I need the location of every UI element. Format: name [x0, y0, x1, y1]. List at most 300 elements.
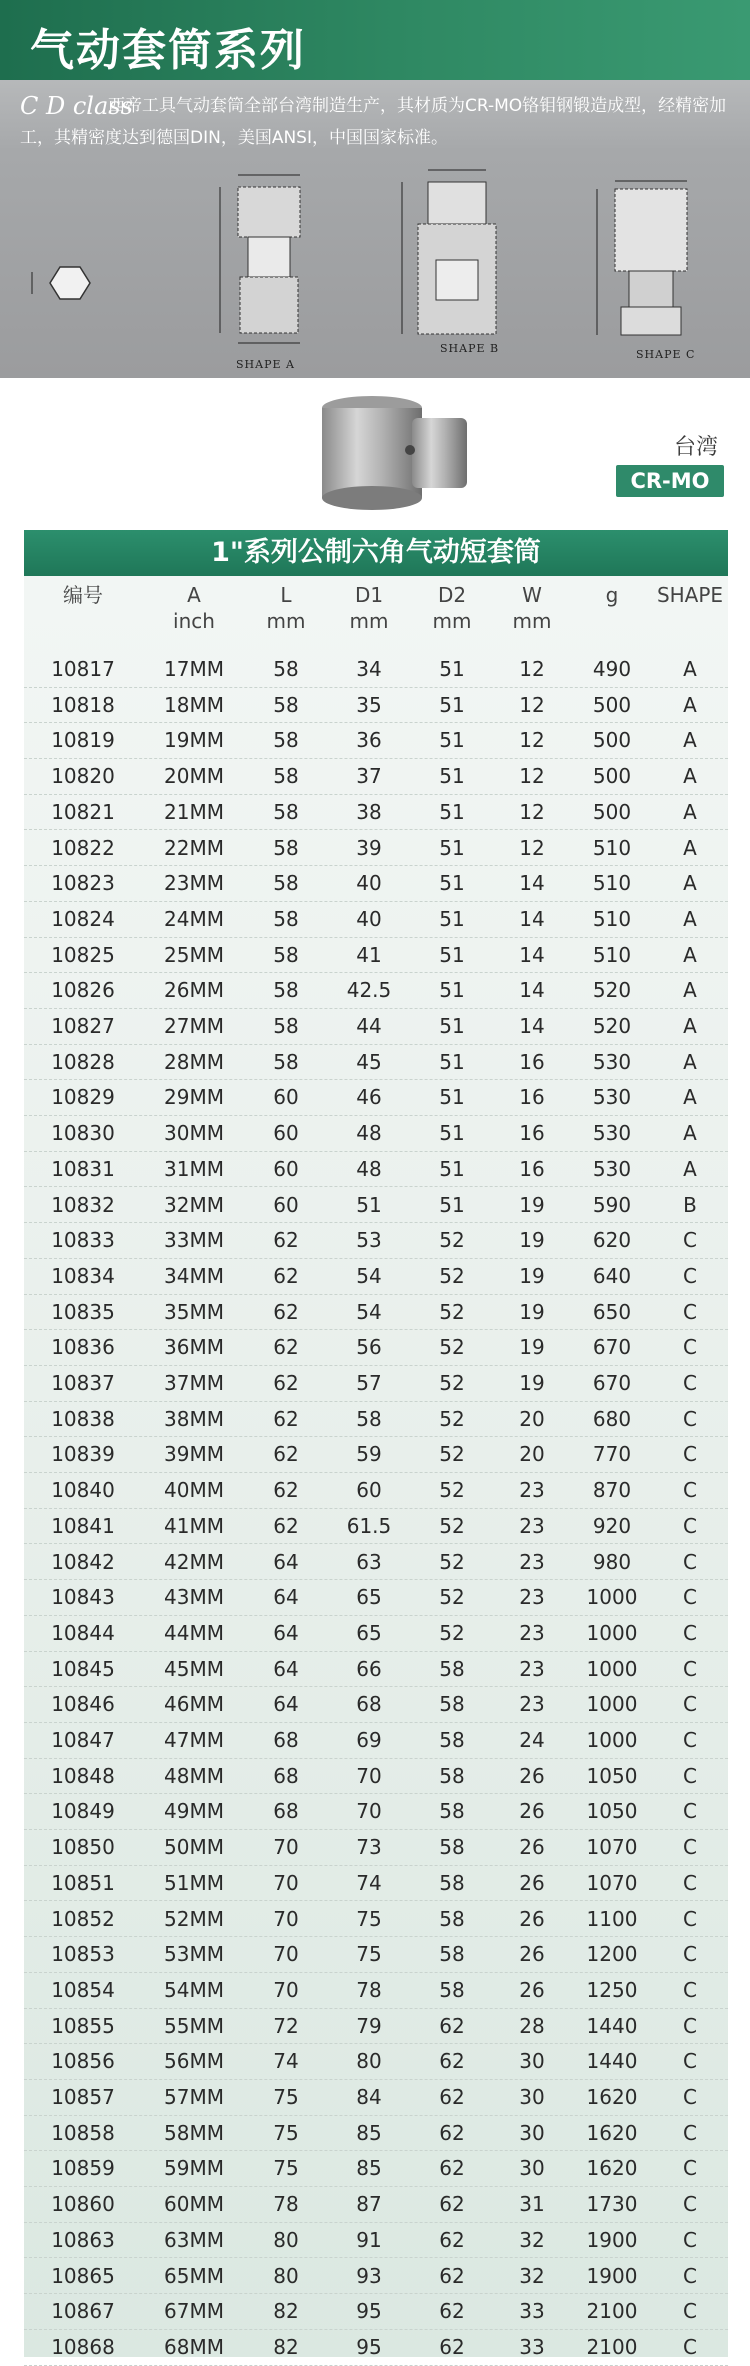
cell-d2: 58: [439, 1692, 465, 1717]
cell-l: 62: [273, 1371, 299, 1395]
table-row: [24, 1152, 728, 1188]
cell-g: 2100: [586, 2299, 638, 2324]
cell-w: 12: [519, 657, 545, 681]
cell-shape: C: [683, 1763, 697, 1788]
cell-code: 10858: [51, 2120, 115, 2145]
cell-size: 52MM: [164, 1906, 224, 1931]
cell-code: 10845: [51, 1656, 115, 1681]
cell-g: 510: [592, 942, 632, 967]
cell-l: 60: [273, 1192, 299, 1217]
cell-size: 68MM: [164, 2334, 224, 2359]
cell-g: 1050: [586, 1763, 638, 1788]
cell-d2: 51: [439, 799, 465, 824]
cell-g: 920: [592, 1513, 632, 1538]
cell-g: 1730: [586, 2192, 638, 2217]
cell-size: 45MM: [164, 1656, 224, 1681]
cell-d1: 61.5: [346, 1513, 392, 1538]
cell-shape: A: [683, 942, 697, 967]
socket-photo: [292, 388, 492, 518]
cell-shape: C: [683, 2299, 697, 2324]
cell-shape: C: [683, 1442, 697, 1467]
header-code-name: 编号: [63, 583, 103, 607]
cell-shape: C: [683, 1942, 697, 1967]
cell-d2: 51: [439, 1014, 465, 1038]
cell-w: 24: [519, 1728, 545, 1752]
cell-w: 26: [519, 1799, 545, 1824]
cell-d2: 52: [439, 1299, 465, 1324]
cell-shape: A: [683, 1049, 697, 1074]
cell-g: 490: [592, 657, 632, 681]
header-w-name: W: [522, 583, 542, 607]
table-row: [24, 1473, 728, 1509]
cell-size: 60MM: [164, 2192, 224, 2217]
cell-code: 10855: [51, 2013, 115, 2038]
table-row: [24, 2044, 728, 2080]
cell-size: 31MM: [164, 1156, 224, 1181]
cell-g: 1200: [586, 1942, 638, 1967]
shape-c-label: SHAPE C: [636, 348, 696, 361]
cell-size: 49MM: [164, 1799, 224, 1824]
cell-size: 38MM: [164, 1406, 224, 1431]
table-row: [24, 1794, 728, 1830]
cell-g: 620: [592, 1228, 632, 1253]
cell-size: 28MM: [164, 1049, 224, 1074]
table-row: [24, 795, 728, 831]
cell-shape: A: [683, 835, 697, 860]
cell-g: 510: [592, 871, 632, 896]
cell-l: 70: [273, 1977, 299, 2002]
cell-g: 1620: [586, 2156, 638, 2181]
cell-code: 10820: [51, 764, 115, 789]
cell-g: 500: [592, 692, 632, 717]
cell-d1: 45: [356, 1049, 382, 1074]
cell-shape: C: [683, 1620, 697, 1645]
table-row: [24, 2080, 728, 2116]
cell-g: 1620: [586, 2085, 638, 2109]
cell-l: 82: [273, 2334, 299, 2359]
cell-size: 27MM: [164, 1014, 224, 1038]
cell-shape: C: [683, 1513, 697, 1538]
cell-code: 10846: [51, 1692, 115, 1717]
cell-w: 19: [519, 1299, 545, 1324]
cell-g: 520: [592, 1014, 632, 1038]
cell-w: 12: [519, 835, 545, 860]
cell-size: 47MM: [164, 1728, 224, 1752]
cell-code: 10849: [51, 1799, 115, 1824]
cell-d1: 95: [356, 2334, 382, 2359]
table-row: [24, 2009, 728, 2045]
cell-d2: 58: [439, 1656, 465, 1681]
cell-code: 10850: [51, 1835, 115, 1860]
shape-b-label: SHAPE B: [440, 342, 500, 355]
cell-g: 1050: [586, 1799, 638, 1824]
cell-size: 63MM: [164, 2227, 224, 2252]
cell-code: 10817: [51, 657, 115, 681]
cell-d2: 58: [439, 1906, 465, 1931]
cell-code: 10868: [51, 2334, 115, 2359]
cell-g: 1000: [586, 1656, 638, 1681]
cell-w: 12: [519, 728, 545, 753]
shape-a-diagram: [210, 165, 330, 355]
cell-d1: 85: [356, 2120, 382, 2145]
cell-code: 10854: [51, 1977, 115, 2002]
cell-code: 10856: [51, 2049, 115, 2074]
table-row: [24, 2116, 728, 2152]
cell-g: 1440: [586, 2013, 638, 2038]
table-row: [24, 1080, 728, 1116]
cell-code: 10848: [51, 1763, 115, 1788]
table-row: [24, 2223, 728, 2259]
cell-d1: 44: [356, 1014, 382, 1038]
cell-shape: A: [683, 1014, 697, 1038]
cell-w: 16: [519, 1049, 545, 1074]
cell-d1: 70: [356, 1763, 382, 1788]
cell-shape: C: [683, 1335, 697, 1360]
cell-shape: B: [683, 1192, 697, 1217]
table-row: [24, 652, 728, 688]
cell-d2: 52: [439, 1406, 465, 1431]
cell-code: 10844: [51, 1620, 115, 1645]
table-row: [24, 1866, 728, 1902]
banner-description: 西帝工具气动套筒全部台湾制造生产，其材质为CR-MO铬钼钢锻造成型，经精密加工，其精密度达到德国DIN，美国ANSI，中国国家标准。: [20, 96, 727, 148]
table-row: [24, 1509, 728, 1545]
cell-w: 12: [519, 692, 545, 717]
cell-g: 1900: [586, 2263, 638, 2288]
header-l-name: L: [280, 583, 292, 607]
cell-code: 10852: [51, 1906, 115, 1931]
cell-shape: A: [683, 657, 697, 681]
cell-size: 23MM: [164, 871, 224, 896]
cell-l: 58: [273, 871, 299, 896]
header-l: [246, 582, 326, 644]
cell-size: 32MM: [164, 1192, 224, 1217]
cell-l: 80: [273, 2227, 299, 2252]
cell-d2: 62: [439, 2085, 465, 2109]
table-row: [24, 1937, 728, 1973]
cell-code: 10867: [51, 2299, 115, 2324]
table-row: [24, 902, 728, 938]
cell-w: 26: [519, 1977, 545, 2002]
cell-l: 58: [273, 799, 299, 824]
cell-d2: 62: [439, 2334, 465, 2359]
cell-code: 10827: [51, 1014, 115, 1038]
cell-d1: 46: [356, 1085, 382, 1110]
cell-d1: 35: [356, 692, 382, 717]
cell-l: 70: [273, 1906, 299, 1931]
cell-l: 68: [273, 1728, 299, 1752]
banner-title-bar: [0, 0, 750, 80]
cell-l: 58: [273, 942, 299, 967]
banner-title: 气动套筒系列: [30, 25, 306, 76]
cell-g: 650: [592, 1299, 632, 1324]
cell-d1: 85: [356, 2156, 382, 2181]
cell-d2: 58: [439, 1835, 465, 1860]
cell-shape: C: [683, 1977, 697, 2002]
cell-d1: 48: [356, 1156, 382, 1181]
cell-d2: 58: [439, 1942, 465, 1967]
header-shape: [652, 582, 728, 644]
cell-d1: 51: [356, 1192, 382, 1217]
cell-l: 75: [273, 2120, 299, 2145]
cell-d1: 40: [356, 906, 382, 931]
cell-size: 39MM: [164, 1442, 224, 1467]
table-row: [24, 1973, 728, 2009]
cell-w: 30: [519, 2049, 545, 2074]
cell-size: 51MM: [164, 1870, 224, 1895]
cell-d1: 87: [356, 2192, 382, 2217]
cell-d1: 65: [356, 1620, 382, 1645]
cell-g: 530: [592, 1085, 632, 1110]
cell-l: 64: [273, 1549, 299, 1574]
cell-l: 58: [273, 657, 299, 681]
cell-code: 10821: [51, 799, 115, 824]
cell-l: 62: [273, 1299, 299, 1324]
cell-d2: 52: [439, 1335, 465, 1360]
cell-code: 10839: [51, 1442, 115, 1467]
cell-size: 56MM: [164, 2049, 224, 2074]
cell-w: 19: [519, 1371, 545, 1395]
cell-d2: 62: [439, 2263, 465, 2288]
header-g: [572, 582, 652, 644]
cell-d2: 62: [439, 2156, 465, 2181]
header-code: [24, 582, 142, 644]
cell-g: 870: [592, 1478, 632, 1503]
cell-d2: 52: [439, 1442, 465, 1467]
cell-d1: 36: [356, 728, 382, 753]
cell-g: 1070: [586, 1835, 638, 1860]
cell-size: 50MM: [164, 1835, 224, 1860]
cell-w: 19: [519, 1192, 545, 1217]
cell-code: 10840: [51, 1478, 115, 1503]
cell-size: 17MM: [164, 657, 224, 681]
cell-shape: A: [683, 728, 697, 753]
cell-l: 72: [273, 2013, 299, 2038]
cell-l: 78: [273, 2192, 299, 2217]
cell-shape: A: [683, 764, 697, 789]
material-badge: CR-MO: [616, 465, 724, 497]
table-row: [24, 1723, 728, 1759]
cell-shape: C: [683, 1371, 697, 1395]
cell-code: 10832: [51, 1192, 115, 1217]
header-a-unit: inch: [173, 609, 215, 633]
cell-w: 20: [519, 1406, 545, 1431]
cell-d1: 41: [356, 942, 382, 967]
cell-d2: 58: [439, 1977, 465, 2002]
table-row: [24, 2151, 728, 2187]
cell-code: 10853: [51, 1942, 115, 1967]
table-row: [24, 1045, 728, 1081]
cell-code: 10828: [51, 1049, 115, 1074]
cell-shape: A: [683, 1121, 697, 1146]
cell-w: 14: [519, 871, 545, 896]
cell-w: 30: [519, 2156, 545, 2181]
cell-d1: 48: [356, 1121, 382, 1146]
cell-g: 1620: [586, 2120, 638, 2145]
cell-d2: 51: [439, 1085, 465, 1110]
table-row: [24, 1223, 728, 1259]
cell-shape: C: [683, 2227, 697, 2252]
header-l-unit: mm: [266, 609, 306, 633]
cell-size: 29MM: [164, 1085, 224, 1110]
cell-shape: A: [683, 1156, 697, 1181]
cell-g: 2100: [586, 2334, 638, 2359]
cell-d2: 51: [439, 906, 465, 931]
cell-d1: 75: [356, 1906, 382, 1931]
cell-d2: 52: [439, 1620, 465, 1645]
cell-l: 68: [273, 1799, 299, 1824]
cell-d1: 68: [356, 1692, 382, 1717]
cell-d1: 73: [356, 1835, 382, 1860]
table-row: [24, 1259, 728, 1295]
cell-d1: 54: [356, 1299, 382, 1324]
cell-d2: 62: [439, 2049, 465, 2074]
cell-size: 44MM: [164, 1620, 224, 1645]
cell-shape: A: [683, 1085, 697, 1110]
cell-d2: 51: [439, 692, 465, 717]
cell-l: 58: [273, 1014, 299, 1038]
cell-code: 10826: [51, 978, 115, 1003]
cell-d2: 51: [439, 728, 465, 753]
cell-code: 10838: [51, 1406, 115, 1431]
cell-code: 10825: [51, 942, 115, 967]
cell-d2: 51: [439, 942, 465, 967]
header-a-name: A: [187, 583, 201, 607]
cell-code: 10829: [51, 1085, 115, 1110]
cell-w: 14: [519, 1014, 545, 1038]
cell-shape: C: [683, 2049, 697, 2074]
cell-code: 10833: [51, 1228, 115, 1253]
cell-w: 14: [519, 942, 545, 967]
cell-w: 23: [519, 1656, 545, 1681]
cell-d1: 39: [356, 835, 382, 860]
table-row: [24, 1402, 728, 1438]
cell-d1: 74: [356, 1870, 382, 1895]
table-row: [24, 759, 728, 795]
table-row: [24, 1687, 728, 1723]
hex-section-icon: [20, 250, 110, 310]
cell-d2: 52: [439, 1263, 465, 1288]
cell-w: 16: [519, 1156, 545, 1181]
cell-d1: 57: [356, 1371, 382, 1395]
cell-g: 510: [592, 906, 632, 931]
cell-l: 62: [273, 1263, 299, 1288]
cell-l: 75: [273, 2156, 299, 2181]
table-row: [24, 1009, 728, 1045]
cell-code: 10824: [51, 906, 115, 931]
shape-b-diagram: [390, 160, 510, 350]
cell-d2: 51: [439, 978, 465, 1003]
table-row: [24, 1295, 728, 1331]
cell-l: 64: [273, 1656, 299, 1681]
cell-d1: 37: [356, 764, 382, 789]
cell-size: 33MM: [164, 1228, 224, 1253]
header-shape-name: SHAPE: [656, 583, 724, 607]
cell-w: 30: [519, 2085, 545, 2109]
cell-d1: 84: [356, 2085, 382, 2109]
cell-l: 70: [273, 1942, 299, 1967]
cell-size: 40MM: [164, 1478, 224, 1503]
cell-size: 30MM: [164, 1121, 224, 1146]
cell-size: 48MM: [164, 1763, 224, 1788]
cell-w: 23: [519, 1549, 545, 1574]
cell-size: 26MM: [164, 978, 224, 1003]
cell-shape: C: [683, 1870, 697, 1895]
cell-code: 10865: [51, 2263, 115, 2288]
cell-size: 58MM: [164, 2120, 224, 2145]
origin-label: 台湾: [673, 435, 718, 460]
cell-l: 62: [273, 1513, 299, 1538]
cell-w: 32: [519, 2227, 545, 2252]
table-row: [24, 1580, 728, 1616]
cell-code: 10863: [51, 2227, 115, 2252]
cell-shape: C: [683, 1228, 697, 1253]
cell-d1: 75: [356, 1942, 382, 1967]
table-row: [24, 723, 728, 759]
cell-d2: 62: [439, 2227, 465, 2252]
cell-g: 520: [592, 978, 632, 1003]
cell-g: 500: [592, 728, 632, 753]
cell-l: 74: [273, 2049, 299, 2074]
cell-d2: 51: [439, 1192, 465, 1217]
cell-d2: 52: [439, 1478, 465, 1503]
cell-l: 75: [273, 2085, 299, 2109]
cell-w: 23: [519, 1620, 545, 1645]
cell-size: 37MM: [164, 1371, 224, 1395]
header-d2: [412, 582, 492, 644]
table-row: [24, 1759, 728, 1795]
cell-g: 530: [592, 1156, 632, 1181]
cell-g: 500: [592, 799, 632, 824]
cell-l: 70: [273, 1870, 299, 1895]
cell-d1: 93: [356, 2263, 382, 2288]
cell-shape: A: [683, 871, 697, 896]
cell-d2: 62: [439, 2120, 465, 2145]
cell-l: 58: [273, 728, 299, 753]
cell-d1: 66: [356, 1656, 382, 1681]
cell-w: 30: [519, 2120, 545, 2145]
cell-code: 10819: [51, 728, 115, 753]
cell-d1: 63: [356, 1549, 382, 1574]
cell-w: 33: [519, 2334, 545, 2359]
cell-w: 12: [519, 764, 545, 789]
cell-d2: 51: [439, 657, 465, 681]
cell-w: 23: [519, 1478, 545, 1503]
cell-shape: C: [683, 1549, 697, 1574]
cell-shape: C: [683, 1799, 697, 1824]
cell-g: 530: [592, 1121, 632, 1146]
cell-size: 46MM: [164, 1692, 224, 1717]
cell-d2: 52: [439, 1549, 465, 1574]
cell-d1: 38: [356, 799, 382, 824]
cell-code: 10859: [51, 2156, 115, 2181]
cell-shape: A: [683, 978, 697, 1003]
cell-size: 21MM: [164, 799, 224, 824]
cell-code: 10818: [51, 692, 115, 717]
cell-d2: 51: [439, 1121, 465, 1146]
cell-shape: C: [683, 2192, 697, 2217]
cell-size: 54MM: [164, 1977, 224, 2002]
cell-g: 1000: [586, 1620, 638, 1645]
cell-l: 64: [273, 1692, 299, 1717]
cell-w: 14: [519, 906, 545, 931]
header-d1: [326, 582, 412, 644]
cell-d2: 52: [439, 1585, 465, 1610]
cell-code: 10823: [51, 871, 115, 896]
table-row: [24, 2330, 728, 2366]
cell-g: 510: [592, 835, 632, 860]
cell-size: 41MM: [164, 1513, 224, 1538]
table-row: [24, 938, 728, 974]
